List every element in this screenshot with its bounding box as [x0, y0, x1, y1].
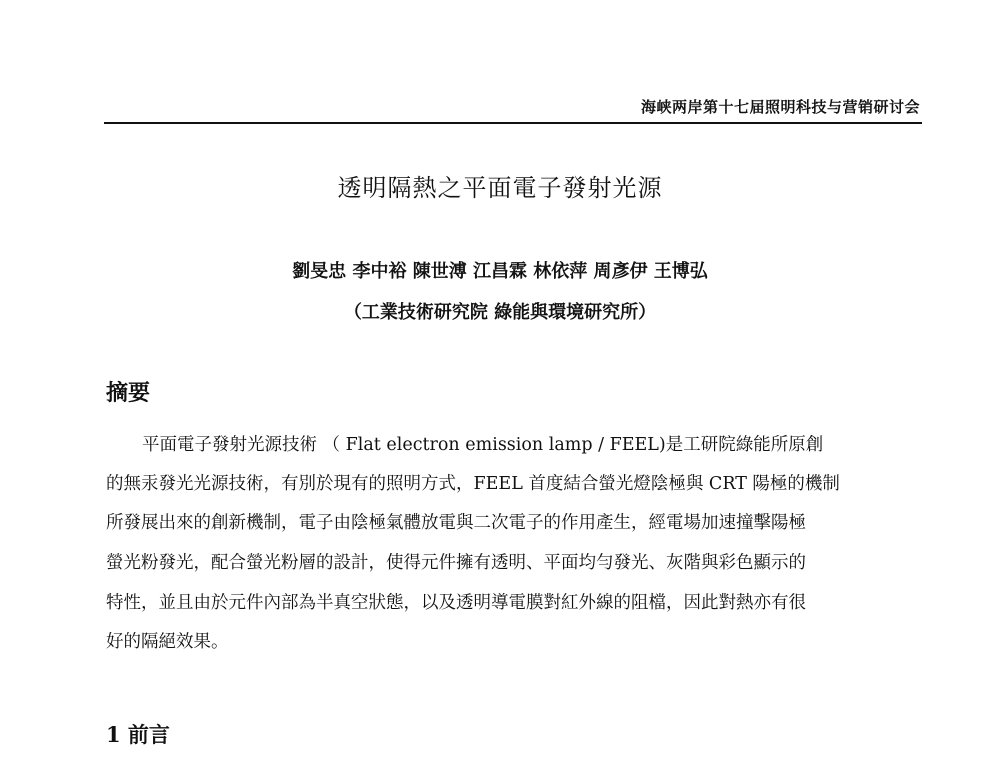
abstract-line: 特性，並且由於元件內部為半真空狀態，以及透明導電膜對紅外線的阻檔，因此對熱亦有很 [106, 593, 806, 613]
abstract-line: 好的隔絕效果。 [106, 632, 229, 652]
abstract-line: 的無汞發光光源技術，有別於現有的照明方式，FEEL 首度結合螢光燈陰極與 CRT 陽極的機制 [106, 474, 840, 494]
abstract-line: 螢光粉發光，配合螢光粉層的設計，使得元件擁有透明、平面均勻發光、灰階與彩色顯示的 [106, 553, 806, 573]
header-divider [104, 122, 922, 124]
conference-header: 海峡两岸第十七届照明科技与营销研讨会 [640, 98, 920, 116]
paper-title: 透明隔熱之平面電子發射光源 [337, 174, 663, 202]
abstract-line: 平面電子發射光源技術 （ Flat electron emission lamp / FEEL)是工研院綠能所原創 [142, 435, 824, 455]
author-affiliation: （工業技術研究院 綠能與環境研究所） [343, 302, 657, 323]
abstract-line: 所發展出來的創新機制，電子由陰極氣體放電與二次電子的作用產生，經電場加速撞擊陽極 [106, 513, 806, 533]
author-list: 劉旻忠 李中裕 陳世溥 江昌霖 林依萍 周彥伊 王博弘 [292, 261, 708, 282]
abstract-heading: 摘要 [106, 381, 151, 406]
section-heading-introduction: 1 前言 [106, 722, 170, 747]
